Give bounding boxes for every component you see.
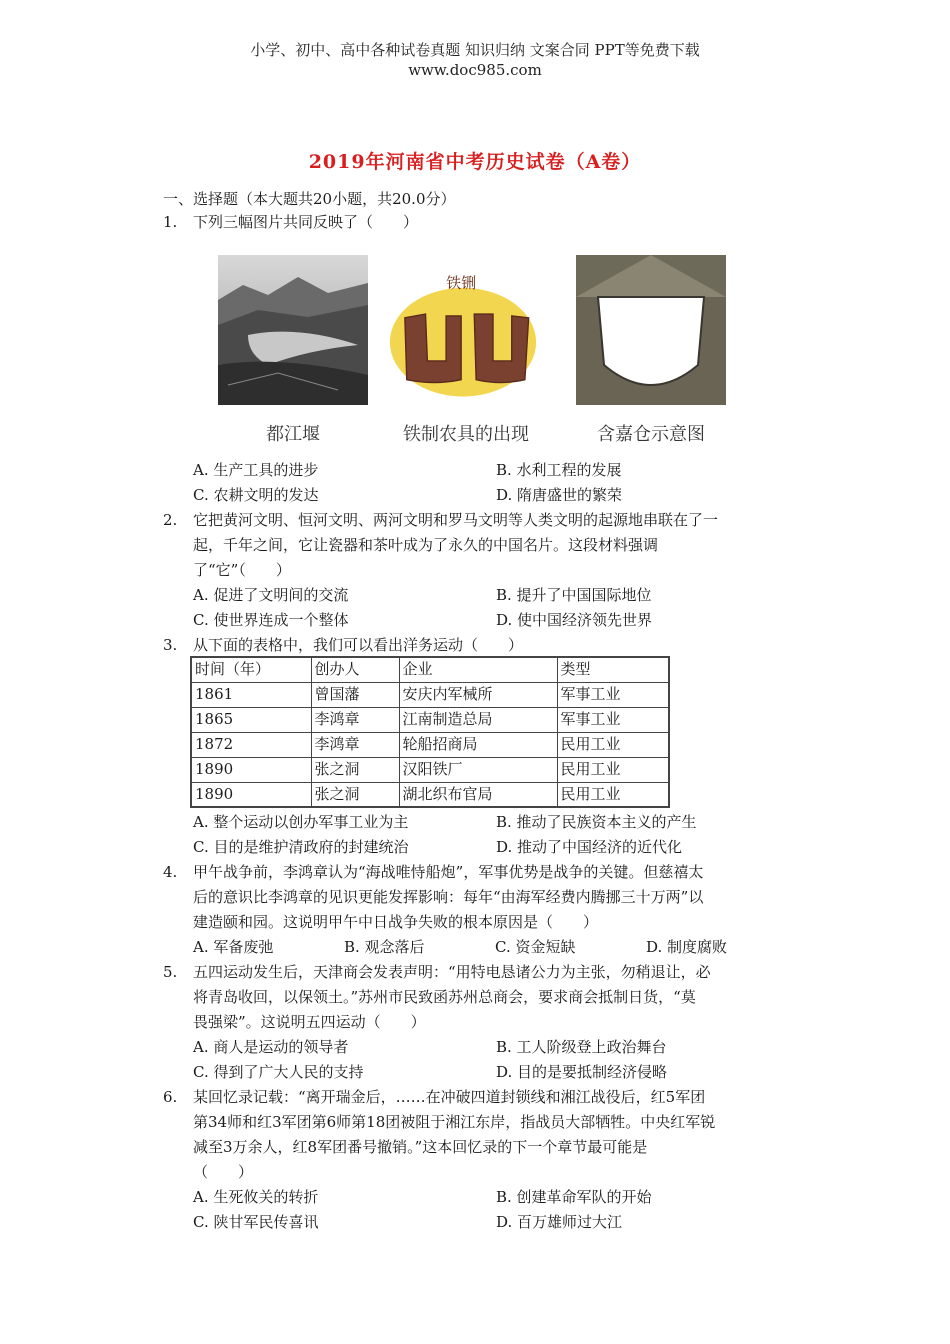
- option-c[interactable]: C. 资金短缺: [495, 938, 576, 956]
- question-stem: 下列三幅图片共同反映了（ ）: [193, 213, 419, 231]
- section-heading: 一、选择题（本大题共20小题，共20.0分）: [163, 190, 456, 208]
- question-6: [163, 1085, 803, 1185]
- question-number: 1.: [163, 213, 178, 231]
- caption-dujiangyan: 都江堰: [266, 424, 320, 445]
- dujiangyan-photo: [218, 255, 368, 405]
- question-1: [163, 210, 803, 235]
- table-cell: 1890: [191, 782, 311, 807]
- table-cell: 安庆内军械所: [399, 682, 557, 707]
- table-header-row: [191, 657, 669, 682]
- table-cell: 1890: [191, 757, 311, 782]
- header-cell: 类型: [557, 657, 669, 682]
- header-line-1: 小学、初中、高中各种试卷真题 知识归纳 文案合同 PPT等免费下载: [250, 41, 700, 59]
- option-d[interactable]: D. 目的是要抵制经济侵略: [496, 1063, 668, 1081]
- table-cell: 曾国藩: [311, 682, 399, 707]
- question-number: 3.: [163, 636, 178, 654]
- option-b[interactable]: B. 创建革命军队的开始: [496, 1188, 652, 1206]
- question-4: [163, 860, 803, 935]
- table-cell: 民用工业: [557, 732, 669, 757]
- question-6-options: [193, 1185, 803, 1235]
- option-d[interactable]: D. 隋唐盛世的繁荣: [496, 486, 623, 504]
- table-row: [191, 732, 669, 757]
- option-b[interactable]: B. 推动了民族资本主义的产生: [496, 813, 697, 831]
- table-cell: 1861: [191, 682, 311, 707]
- option-a[interactable]: A. 整个运动以创办军事工业为主: [193, 813, 409, 831]
- option-a[interactable]: A. 商人是运动的领导者: [193, 1038, 349, 1056]
- question-number: 5.: [163, 963, 178, 981]
- table-cell: 汉阳铁厂: [399, 757, 557, 782]
- question-stem-line-3: 减至3万余人，红8军团番号撤销。”这本回忆录的下一个章节最可能是: [193, 1138, 648, 1156]
- question-stem-line-3: 了“它”（ ）: [193, 561, 291, 579]
- iron-tools-label: 铁铏: [446, 273, 477, 292]
- header-cell: 创办人: [311, 657, 399, 682]
- page-header: [0, 40, 950, 80]
- question-1-options: [193, 458, 803, 508]
- option-c[interactable]: C. 农耕文明的发达: [193, 486, 319, 504]
- question-stem-line-2: 后的意识比李鸿章的见识更能发挥影响：每年“由海军经费内腾挪三十万两”以: [193, 888, 704, 906]
- question-number: 2.: [163, 511, 178, 529]
- table-cell: 军事工业: [557, 707, 669, 732]
- table-cell: 1865: [191, 707, 311, 732]
- question-number: 4.: [163, 863, 178, 881]
- table-row: [191, 782, 669, 807]
- option-a[interactable]: A. 促进了文明间的交流: [193, 586, 349, 604]
- question-1-figures: [218, 255, 738, 450]
- question-stem: 从下面的表格中，我们可以看出洋务运动（ ）: [193, 636, 524, 654]
- option-b[interactable]: B. 工人阶级登上政治舞台: [496, 1038, 667, 1056]
- iron-tools-image: [388, 255, 538, 405]
- question-3: [163, 633, 803, 658]
- table-cell: 民用工业: [557, 782, 669, 807]
- question-stem-line-3: 畏强梁”。这说明五四运动（ ）: [193, 1013, 426, 1031]
- table-cell: 李鸿章: [311, 732, 399, 757]
- option-c[interactable]: C. 使世界连成一个整体: [193, 611, 349, 629]
- table-row: [191, 757, 669, 782]
- caption-granary: 含嘉仓示意图: [597, 424, 705, 445]
- question-3-options: [193, 810, 803, 860]
- table-cell: 张之洞: [311, 757, 399, 782]
- option-d[interactable]: D. 使中国经济领先世界: [496, 611, 653, 629]
- option-c[interactable]: C. 得到了广大人民的支持: [193, 1063, 364, 1081]
- table-cell: 李鸿章: [311, 707, 399, 732]
- yangwu-table: [190, 656, 670, 808]
- question-2-options: [193, 583, 803, 633]
- header-cell: 企业: [399, 657, 557, 682]
- caption-iron-tools: 铁制农具的出现: [403, 424, 529, 445]
- hanjia-granary-diagram: [576, 255, 726, 405]
- option-a[interactable]: A. 生产工具的进步: [193, 461, 319, 479]
- question-stem-line-1: 某回忆录记载：“离开瑞金后，……在冲破四道封锁线和湘江战役后，红5军团: [193, 1088, 706, 1106]
- question-stem-line-2: 起，千年之间，它让瓷器和茶叶成为了永久的中国名片。这段材料强调: [193, 536, 659, 554]
- option-b[interactable]: B. 水利工程的发展: [496, 461, 622, 479]
- question-stem-line-1: 它把黄河文明、恒河文明、两河文明和罗马文明等人类文明的起源地串联在了一: [193, 511, 719, 529]
- header-cell: 时间（年）: [191, 657, 311, 682]
- question-5-options: [193, 1035, 803, 1085]
- table-cell: 轮船招商局: [399, 732, 557, 757]
- table-cell: 湖北织布官局: [399, 782, 557, 807]
- question-stem-line-4: （ ）: [193, 1163, 254, 1181]
- option-d[interactable]: D. 制度腐败: [646, 938, 728, 956]
- option-d[interactable]: D. 百万雄师过大江: [496, 1213, 623, 1231]
- option-c[interactable]: C. 目的是维护清政府的封建统治: [193, 838, 409, 856]
- table-row: [191, 682, 669, 707]
- table-cell: 1872: [191, 732, 311, 757]
- table-row: [191, 707, 669, 732]
- question-2: [163, 508, 803, 583]
- table-cell: 江南制造总局: [399, 707, 557, 732]
- option-b[interactable]: B. 观念落后: [344, 938, 425, 956]
- question-stem-line-1: 五四运动发生后，天津商会发表声明：“用特电恳诸公力为主张，勿稍退让，必: [193, 963, 711, 981]
- table-cell: 军事工业: [557, 682, 669, 707]
- option-a[interactable]: A. 军备废弛: [193, 938, 274, 956]
- option-d[interactable]: D. 推动了中国经济的近代化: [496, 838, 683, 856]
- table-cell: 张之洞: [311, 782, 399, 807]
- header-url[interactable]: www.doc985.com: [408, 61, 542, 79]
- question-number: 6.: [163, 1088, 178, 1106]
- question-stem-line-3: 建造颐和园。这说明甲午中日战争失败的根本原因是（ ）: [193, 913, 599, 931]
- option-b[interactable]: B. 提升了中国国际地位: [496, 586, 652, 604]
- option-a[interactable]: A. 生死攸关的转折: [193, 1188, 319, 1206]
- question-5: [163, 960, 803, 1035]
- option-c[interactable]: C. 陕甘军民传喜讯: [193, 1213, 319, 1231]
- question-stem-line-1: 甲午战争前，李鸿章认为“海战唯恃船炮”，军事优势是战争的关键。但慈禧太: [193, 863, 704, 881]
- question-stem-line-2: 将青岛收回，以保领土。”苏州市民致函苏州总商会，要求商会抵制日货，“莫: [193, 988, 696, 1006]
- question-stem-line-2: 第34师和红3军团第6师第18团被阻于湘江东岸，指战员大部牺牲。中央红军锐: [193, 1113, 716, 1131]
- question-4-options: [193, 935, 803, 960]
- table-cell: 民用工业: [557, 757, 669, 782]
- page-title: 2019年河南省中考历史试卷（A卷）: [308, 151, 642, 173]
